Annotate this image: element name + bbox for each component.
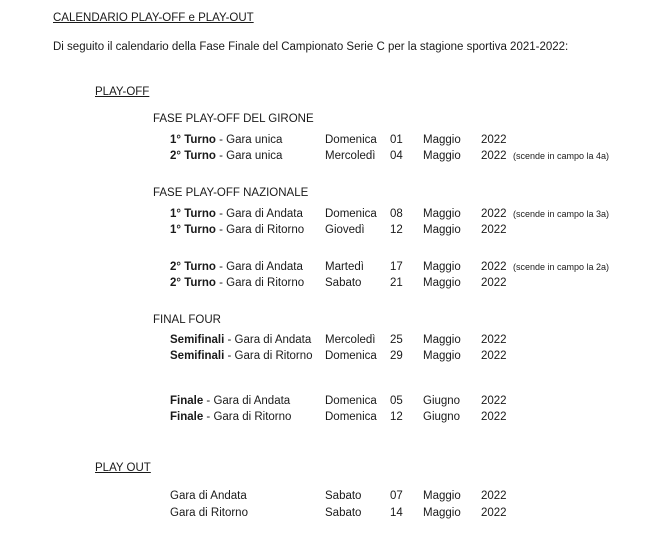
match-type: Gara di Andata bbox=[170, 490, 247, 502]
match-round: Finale bbox=[170, 411, 204, 423]
match-label bbox=[170, 411, 291, 423]
match-label bbox=[170, 334, 311, 346]
match-round: 1° Turno bbox=[170, 134, 216, 146]
match-year: 2022 bbox=[481, 350, 507, 362]
match-month: Maggio bbox=[423, 350, 461, 362]
match-type: - Gara di Ritorno bbox=[203, 411, 292, 423]
match-label bbox=[170, 277, 304, 289]
match-type: - Gara unica bbox=[215, 150, 283, 162]
match-label bbox=[170, 134, 282, 146]
match-day-number: 12 bbox=[390, 411, 403, 423]
match-day-number: 05 bbox=[390, 395, 403, 407]
match-type: - Gara di Andata bbox=[224, 334, 312, 346]
match-round: 2° Turno bbox=[170, 261, 216, 273]
match-type: - Gara di Ritorno bbox=[215, 277, 305, 289]
intro-text: Di seguito il calendario della Fase Finale del Campionato Serie C per la stagione sportiva 2021-2022: bbox=[53, 41, 569, 53]
match-day-number: 14 bbox=[390, 507, 403, 519]
match-round: 1° Turno bbox=[170, 224, 216, 236]
match-day-number: 29 bbox=[390, 350, 403, 362]
match-label bbox=[170, 507, 248, 519]
match-year: 2022 bbox=[481, 490, 507, 502]
match-weekday: Martedì bbox=[325, 261, 364, 273]
match-day-number: 25 bbox=[390, 334, 403, 346]
match-weekday: Giovedì bbox=[325, 224, 365, 236]
match-round: 2° Turno bbox=[170, 150, 216, 162]
match-type: - Gara di Andata bbox=[215, 208, 303, 220]
section-title-final-four: FINAL FOUR bbox=[153, 314, 221, 326]
match-weekday: Sabato bbox=[325, 490, 362, 502]
match-round: Semifinali bbox=[170, 350, 225, 362]
match-day-number: 04 bbox=[390, 150, 403, 162]
match-weekday: Domenica bbox=[325, 350, 377, 362]
match-month: Maggio bbox=[423, 490, 461, 502]
match-label bbox=[170, 350, 313, 362]
match-weekday: Domenica bbox=[325, 134, 377, 146]
match-day-number: 21 bbox=[390, 277, 403, 289]
match-year: 2022 bbox=[481, 334, 507, 346]
match-weekday: Domenica bbox=[325, 395, 377, 407]
match-type: - Gara di Andata bbox=[203, 395, 291, 407]
match-month: Maggio bbox=[423, 224, 461, 236]
match-round: Semifinali bbox=[170, 334, 225, 346]
match-month: Maggio bbox=[423, 134, 461, 146]
match-day-number: 08 bbox=[390, 208, 403, 220]
match-day-number: 17 bbox=[390, 261, 403, 273]
match-month: Maggio bbox=[423, 208, 461, 220]
match-weekday: Mercoledì bbox=[325, 334, 376, 346]
match-month: Maggio bbox=[423, 277, 461, 289]
match-type: - Gara di Ritorno bbox=[215, 224, 305, 236]
match-round: 1° Turno bbox=[170, 208, 216, 220]
match-weekday: Domenica bbox=[325, 208, 377, 220]
match-round: Finale bbox=[170, 395, 204, 407]
section-title-girone: FASE PLAY-OFF DEL GIRONE bbox=[153, 113, 314, 125]
match-label bbox=[170, 490, 247, 502]
match-year: 2022 bbox=[481, 208, 507, 220]
match-day-number: 01 bbox=[390, 134, 403, 146]
match-month: Giugno bbox=[423, 411, 461, 423]
match-label bbox=[170, 208, 303, 220]
match-type: Gara di Ritorno bbox=[170, 507, 248, 519]
match-day-number: 12 bbox=[390, 224, 403, 236]
match-note: (scende in campo la 3a) bbox=[513, 209, 610, 219]
match-month: Maggio bbox=[423, 507, 461, 519]
playout-heading: PLAY OUT bbox=[95, 462, 151, 474]
match-label bbox=[170, 150, 282, 162]
match-year: 2022 bbox=[481, 261, 507, 273]
match-round: 2° Turno bbox=[170, 277, 216, 289]
match-month: Maggio bbox=[423, 150, 461, 162]
match-day-number: 07 bbox=[390, 490, 403, 502]
match-note: (scende in campo la 2a) bbox=[513, 262, 610, 272]
match-year: 2022 bbox=[481, 411, 507, 423]
match-weekday: Sabato bbox=[325, 507, 362, 519]
match-weekday: Domenica bbox=[325, 411, 377, 423]
match-year: 2022 bbox=[481, 395, 507, 407]
match-month: Maggio bbox=[423, 261, 461, 273]
match-weekday: Mercoledì bbox=[325, 150, 376, 162]
match-year: 2022 bbox=[481, 277, 507, 289]
match-note: (scende in campo la 4a) bbox=[513, 151, 610, 161]
page-title: CALENDARIO PLAY-OFF e PLAY-OUT bbox=[53, 12, 254, 24]
match-label bbox=[170, 261, 303, 273]
section-title-nazionale: FASE PLAY-OFF NAZIONALE bbox=[153, 187, 309, 199]
match-year: 2022 bbox=[481, 224, 507, 236]
match-month: Maggio bbox=[423, 334, 461, 346]
match-year: 2022 bbox=[481, 150, 507, 162]
match-type: - Gara di Andata bbox=[215, 261, 303, 273]
match-month: Giugno bbox=[423, 395, 461, 407]
match-weekday: Sabato bbox=[325, 277, 362, 289]
match-label bbox=[170, 395, 290, 407]
match-label bbox=[170, 224, 304, 236]
match-type: - Gara unica bbox=[215, 134, 283, 146]
playoff-heading: PLAY-OFF bbox=[95, 86, 150, 98]
match-year: 2022 bbox=[481, 507, 507, 519]
match-year: 2022 bbox=[481, 134, 507, 146]
match-type: - Gara di Ritorno bbox=[224, 350, 313, 362]
